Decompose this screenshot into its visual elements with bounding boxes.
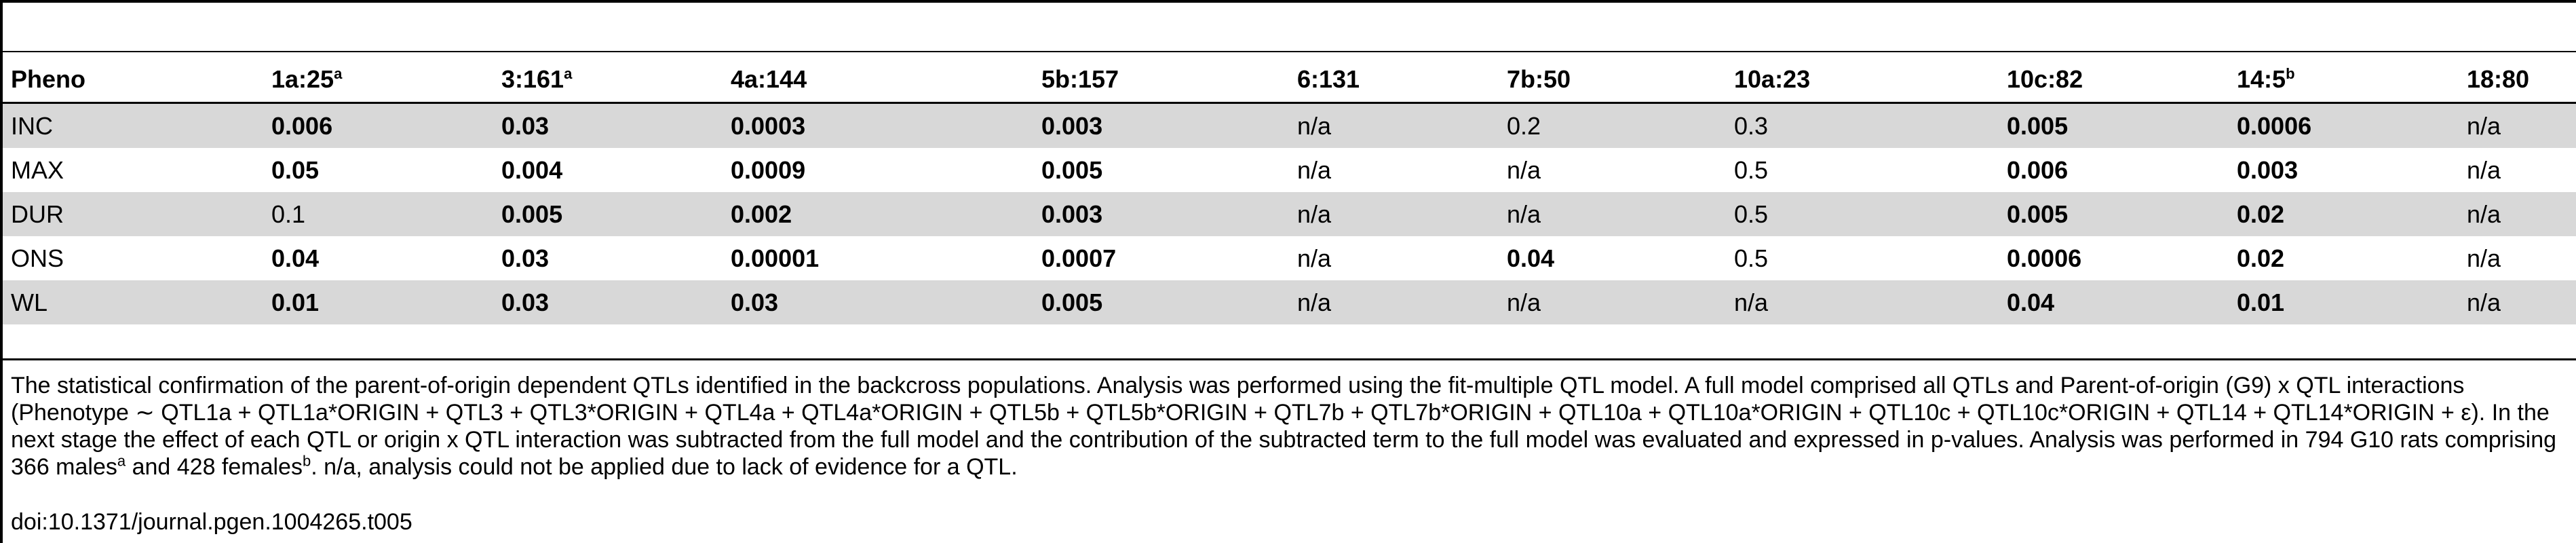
pvalue-cell: n/a: [1726, 280, 1999, 324]
pvalue-cell: 0.005: [1999, 192, 2229, 236]
column-header-label: 18:80: [2467, 65, 2530, 93]
pvalue-cell: n/a: [2459, 104, 2576, 148]
column-header: [263, 51, 493, 104]
column-header-label: Pheno: [11, 65, 86, 93]
column-header: [1999, 51, 2229, 104]
column-header: [1726, 51, 1999, 104]
pvalue-cell: 0.5: [1734, 155, 1769, 184]
pvalue-cell: 0.05: [271, 155, 320, 184]
top-border: [0, 0, 2576, 3]
pvalue-cell: 0.3: [1726, 104, 1999, 148]
pvalue-cell: 0.04: [271, 244, 320, 272]
footnote-text-females: and 428 females: [126, 454, 303, 480]
table-top-rule: [3, 51, 2576, 52]
table-row: [3, 236, 2576, 280]
pvalue-cell: 0.04: [1507, 244, 1555, 272]
pvalue-cell: 0.005: [493, 192, 723, 236]
column-header-label: 10a:23: [1734, 65, 1811, 93]
pvalue-cell: n/a: [1297, 155, 1332, 184]
pvalue-cell: 0.003: [1033, 104, 1289, 148]
column-header: [723, 51, 1033, 104]
pvalue-cell: 0.004: [501, 155, 563, 184]
pvalue-cell: 0.01: [2229, 280, 2459, 324]
pvalue-cell: 0.006: [263, 104, 493, 148]
pvalue-cell: n/a: [2467, 155, 2501, 184]
pvalue-cell: 0.1: [263, 192, 493, 236]
pvalue-cell: 0.02: [2229, 192, 2459, 236]
pvalue-cell: 0.005: [1033, 280, 1289, 324]
pvalue-cell: 0.03: [723, 280, 1033, 324]
column-header: [1499, 51, 1726, 104]
pvalue-cell: n/a: [2459, 192, 2576, 236]
column-header-sup: b: [2286, 65, 2295, 82]
pvalue-cell: n/a: [1289, 192, 1499, 236]
pvalue-cell: 0.006: [2007, 155, 2069, 184]
pvalue-cell: 0.005: [1041, 155, 1103, 184]
pheno-cell: WL: [3, 280, 263, 324]
header-row: [3, 51, 2576, 104]
column-header: [3, 51, 263, 104]
pvalue-cell: 0.03: [501, 244, 550, 272]
pvalue-cell: 0.005: [1999, 104, 2229, 148]
pheno-cell: ONS: [11, 244, 64, 272]
column-header: [1289, 51, 1499, 104]
pheno-cell: MAX: [11, 155, 64, 184]
footnote-text-na: . n/a, analysis could not be applied due to lack of evidence for a QTL.: [311, 454, 1018, 480]
footnote-sup-b: b: [302, 452, 311, 470]
pvalue-cell: 0.01: [263, 280, 493, 324]
pvalue-cell: 0.5: [1734, 244, 1769, 272]
column-header-label: 5b:157: [1041, 65, 1119, 93]
footnote-text: The statistical confirmation of the parent-of-origin dependent QTLs identified in the backcross populations. Analysis was performed using the fit-multiple QTL model. A full model comprised all QTLs and Parent-of-origin (G9) x QTL interactions (Phenotype ∼ QTL1a + QTL1a*ORIGIN + QTL3 + QTL3*ORIGIN + QTL4a + QTL4a*ORIGIN + QTL5b + QTL5b*ORIGIN + QTL7b + QTL7b*ORIGIN + QTL10a + QTL10a*ORIGIN + QTL10c + QTL10c*ORIGIN + QTL14 + QTL14*ORIGIN + ε). In the next stage the effect of each QTL or origin x QTL interaction was subtracted from the full model and the contribution of the subtracted term to the full model was evaluated and expressed in p-values. Analysis was performed in 794 G10 rats comprising 366 males: [11, 373, 2557, 480]
qtl-pvalue-table: [3, 51, 2576, 324]
table-body: [3, 104, 2576, 324]
pheno-cell: INC: [3, 104, 263, 148]
column-header: [2459, 51, 2576, 104]
pvalue-cell: n/a: [2467, 244, 2501, 272]
column-header-label: 7b:50: [1507, 65, 1571, 93]
pvalue-cell: 0.0009: [731, 155, 806, 184]
pheno-cell: DUR: [3, 192, 263, 236]
pvalue-cell: 0.002: [723, 192, 1033, 236]
column-header-label: 6:131: [1297, 65, 1360, 93]
table-bottom-rule: [3, 358, 2576, 360]
column-header-sup: a: [334, 65, 343, 82]
header-rule: [3, 102, 2576, 104]
table-row: [3, 104, 2576, 148]
table-row: [3, 280, 2576, 324]
column-header: [1033, 51, 1289, 104]
column-header-label: 1a:25: [271, 65, 334, 93]
column-header-sup: a: [564, 65, 573, 82]
column-header-label: 14:5: [2237, 65, 2286, 93]
table-row: [3, 192, 2576, 236]
pvalue-cell: n/a: [1499, 280, 1726, 324]
pvalue-cell: 0.003: [2237, 155, 2299, 184]
pvalue-cell: n/a: [1289, 280, 1499, 324]
pvalue-cell: n/a: [1507, 155, 1541, 184]
pvalue-cell: 0.04: [1999, 280, 2229, 324]
pvalue-cell: 0.0006: [2229, 104, 2459, 148]
pvalue-cell: n/a: [1499, 192, 1726, 236]
pvalue-cell: n/a: [2459, 280, 2576, 324]
column-header: [493, 51, 723, 104]
pvalue-cell: 0.5: [1726, 192, 1999, 236]
pvalue-cell: n/a: [1297, 244, 1332, 272]
pvalue-cell: n/a: [1289, 104, 1499, 148]
footnote-sup-a: a: [117, 452, 126, 470]
column-header-label: 10c:82: [2007, 65, 2083, 93]
pvalue-cell: 0.0003: [723, 104, 1033, 148]
pvalue-cell: 0.003: [1033, 192, 1289, 236]
column-header-label: 3:161: [501, 65, 564, 93]
pvalue-cell: 0.03: [493, 104, 723, 148]
pvalue-cell: 0.02: [2237, 244, 2285, 272]
pvalue-cell: 0.2: [1499, 104, 1726, 148]
pvalue-cell: 0.0007: [1041, 244, 1117, 272]
table-row: [3, 148, 2576, 192]
table-footnote: [11, 372, 2562, 481]
pvalue-cell: 0.00001: [731, 244, 820, 272]
doi-text: doi:10.1371/journal.pgen.1004265.t005: [11, 509, 412, 535]
column-header-label: 4a:144: [731, 65, 807, 93]
pvalue-cell: 0.03: [493, 280, 723, 324]
pvalue-cell: 0.0006: [2007, 244, 2082, 272]
column-header: [2229, 51, 2459, 104]
